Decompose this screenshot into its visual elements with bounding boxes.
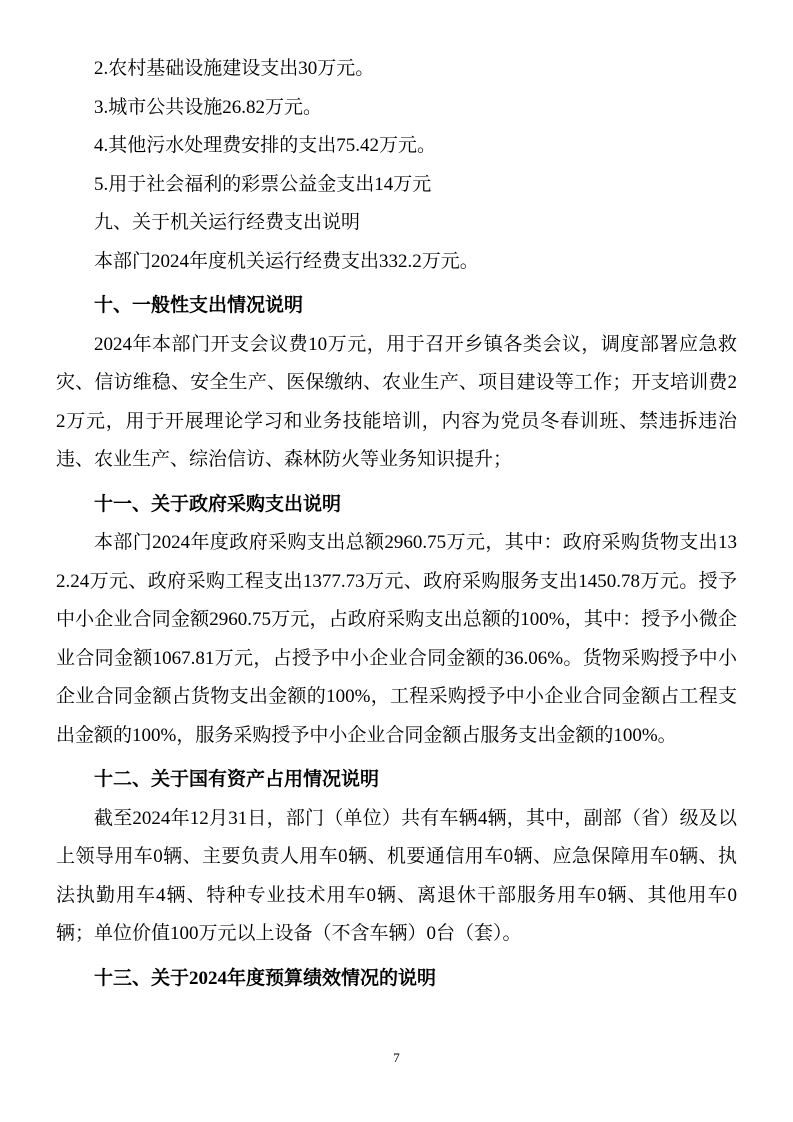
- paragraph: 2.农村基础设施建设支出30万元。: [94, 58, 375, 79]
- section-heading: 十、一般性支出情况说明: [94, 295, 304, 316]
- section-heading: 十二、关于国有资产占用情况说明: [94, 769, 380, 790]
- paragraph: 本部门2024年度机关运行经费支出332.2万元。: [94, 250, 479, 272]
- paragraph: 截至2024年12月31日，部门（单位）共有车辆4辆，其中，副部（省）级及以上领导用车0辆、主要负责人用车0辆、机要通信用车0辆、应急保障用车0辆、执法执勤用车4辆、特种专业技术用车0辆、离退休干部服务用车0辆、其他用车0辆；单位价值100万元以上设备（不含车辆）0台（套）。: [56, 807, 737, 944]
- section-heading: 十一、关于政府采购支出说明: [94, 493, 342, 515]
- paragraph: 2024年本部门开支会议费10万元，用于召开乡镇各类会议，调度部署应急救灾、信访维稳、安全生产、医保缴纳、农业生产、项目建设等工作；开支培训费22万元，用于开展理论学习和业务技能培训，内容为党员冬春训班、禁违拆违治违、农业生产、综治信访、森林防火等业务知识提升；: [56, 333, 737, 470]
- paragraph: 3.城市公共设施26.82万元。: [94, 96, 323, 118]
- document-body: [56, 50, 737, 998]
- section-heading: 十三、关于2024年度预算绩效情况的说明: [94, 967, 437, 989]
- paragraph: 5.用于社会福利的彩票公益金支出14万元: [94, 173, 432, 195]
- paragraph: 本部门2024年度政府采购支出总额2960.75万元，其中：政府采购货物支出132.24万元、政府采购工程支出1377.73万元、政府采购服务支出1450.78万元。授予中小企业合同金额2960.75万元，占政府采购支出总额的100%，其中：授予小微企业合同金额1067.81万元，占授予中小企业合同金额的36.06%。货物采购授予中小企业合同金额占货物支出金额的100%，工程采购授予中小企业合同金额占工程支出金额的100%，服务采购授予中小企业合同金额占服务支出金额的100%。: [56, 532, 737, 746]
- paragraph: 4.其他污水处理费安排的支出75.42万元。: [94, 135, 437, 156]
- section-heading: 九、关于机关运行经费支出说明: [94, 212, 361, 233]
- page-number: 7: [393, 1050, 400, 1065]
